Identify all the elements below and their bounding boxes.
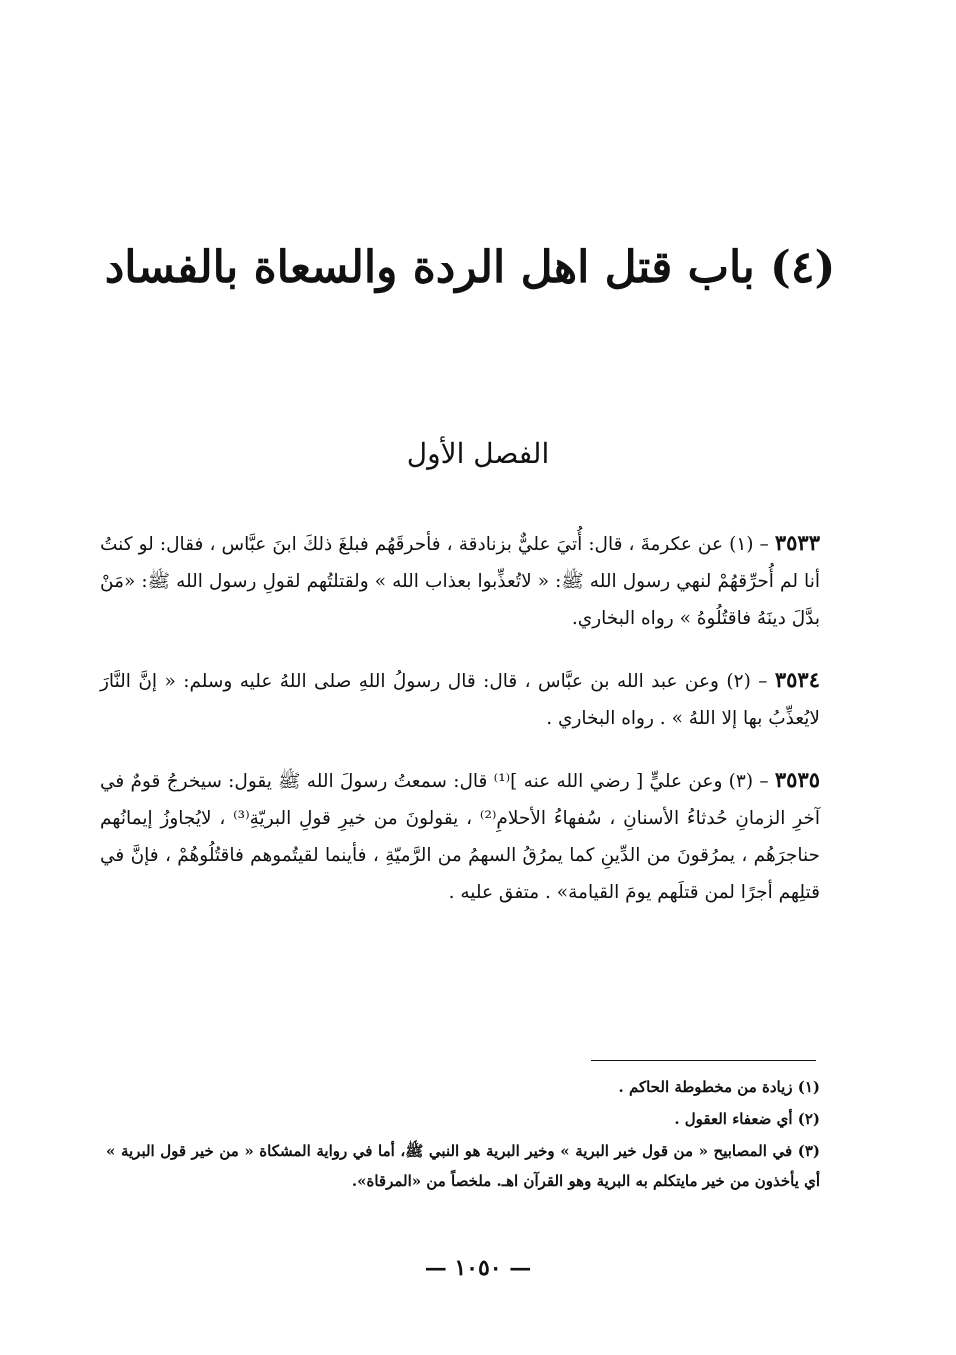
hadith-text: – (٣) وعن عليٍّ [ رضي الله عنه ]⁽¹⁾ قال: سمعتُ رسولَ الله ﷺ يقول: سيخرجُ قومٌ في آخرِ الزمانِ حُدثاءُ الأسنانِ ، سُفهاءُ الأحلامِ⁽²⁾ ، يقولونَ من خيرِ قولِ البريّةِ⁽³⁾ ، لايُجاوزُ إيمانُهم حناجرَهُم ، يمرُقونَ من الدِّينِ كما يمرُقُ السهمُ من الرَّميّةِ ، فأينما لقيتُموهم فاقتُلُوهُمْ ، فإنَّ في قتلِهم أجرًا لمن قتلَهم يومَ القيامة» . متفق عليه . xyxy=(100,771,820,903)
hadith-list xyxy=(100,524,820,935)
footnote-2: (٢) أي ضعفاء العقول . xyxy=(674,1110,820,1128)
hadith-text: – (١) عن عكرمةَ ، قال: أُتيَ عليٌّ بزنادقة ، فأحرقَهُم فبلغَ ذلكَ ابنَ عبَّاس ، فقال: لو كنتُ أنا لم أُحرِّقهُمْ لنهي رسول الله ﷺ: « لاتُعذِّبوا بعذاب الله » ولقتلتُهم لقولِ رسول الله ﷺ: «مَنْ بدَّلَ دينَهُ فاقتُلُوهُ » رواه البخاري. xyxy=(100,534,820,629)
hadith-3534 xyxy=(100,661,820,737)
chapter-title: (٤) باب قتل اهل الردة والسعاة بالفساد xyxy=(104,242,836,293)
hadith-3535 xyxy=(100,761,820,911)
hadith-number: ٣٥٣٣ xyxy=(774,530,820,555)
hadith-number: ٣٥٣٤ xyxy=(774,667,820,692)
footnote-divider xyxy=(591,1060,816,1061)
hadith-number: ٣٥٣٥ xyxy=(774,767,821,792)
hadith-text: – (٢) وعن عبد الله بن عبَّاس ، قال: قال رسولُ اللهِ صلى اللهُ عليه وسلم: « إنَّ النَّارَ لايُعذِّبُ بها إلا اللهُ » . رواه البخاري . xyxy=(100,671,820,729)
footnotes xyxy=(106,1072,820,1198)
page-number: — ١٠٥٠ — xyxy=(424,1255,532,1281)
footnote-1: (١) زيادة من مخطوطة الحاكم . xyxy=(618,1078,820,1096)
section-title: الفصل الأول xyxy=(406,437,550,470)
hadith-3533 xyxy=(100,524,820,637)
footnote-3: (٣) في المصابيح « من قول خير البرية » وخير البرية هو النبي ﷺ، أما في رواية المشكاة « من خير قول البرية » أي يأخذون من خير مايتكلم به البرية وهو القرآن اهـ. ملخصاً من «المرقاة». xyxy=(106,1142,820,1190)
